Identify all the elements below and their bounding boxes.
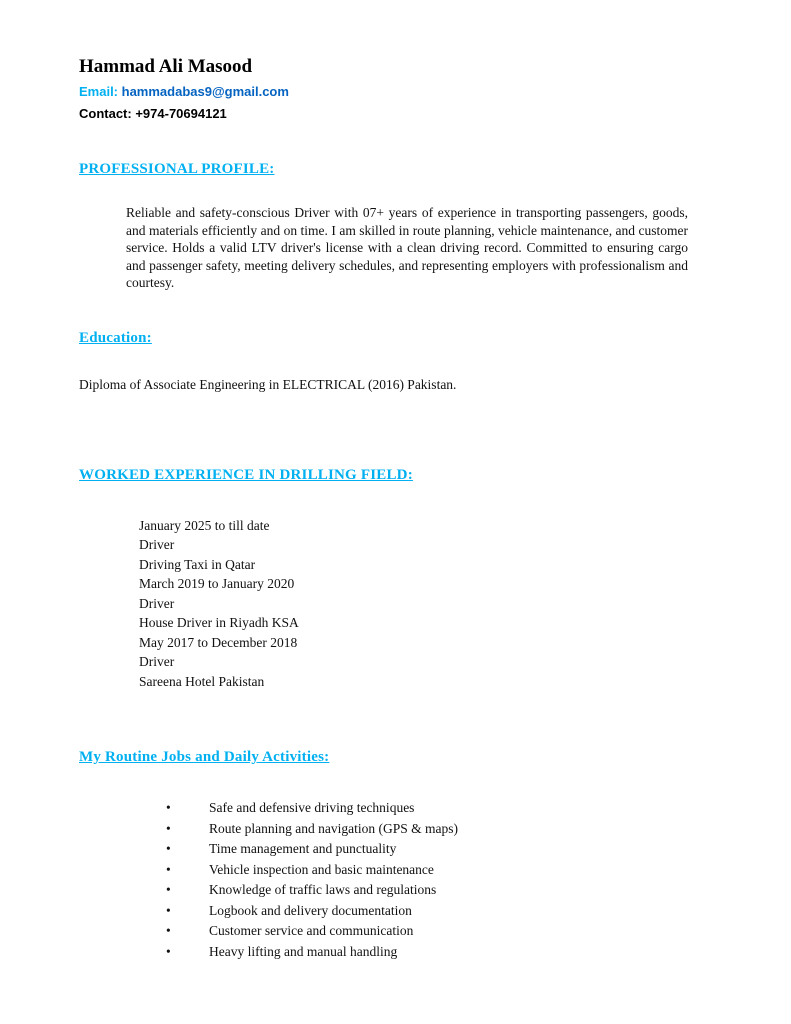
experience-line: May 2017 to December 2018 <box>139 634 298 650</box>
routine-item: • Logbook and delivery documentation <box>79 901 712 922</box>
education-heading: Education: <box>79 329 152 346</box>
experience-heading: WORKED EXPERIENCE IN DRILLING FIELD: <box>79 466 413 483</box>
header <box>79 56 712 121</box>
contact-line: Contact: +974-70694121 <box>79 106 227 121</box>
email-row <box>79 84 712 99</box>
profile-heading: PROFESSIONAL PROFILE: <box>79 161 275 177</box>
experience-line: Driver <box>139 537 175 552</box>
experience-line: House Driver in Riyadh KSA <box>139 615 299 630</box>
routine-item: • Customer service and communication <box>79 921 712 942</box>
routine-item: • Heavy lifting and manual handling <box>79 942 712 963</box>
routine-heading: My Routine Jobs and Daily Activities: <box>79 749 330 765</box>
section-education <box>79 330 712 393</box>
experience-line: March 2019 to January 2020 <box>139 576 295 591</box>
experience-line: Driving Taxi in Qatar <box>139 556 256 572</box>
routine-item: • Knowledge of traffic laws and regulations <box>79 880 712 901</box>
experience-list <box>139 516 712 692</box>
routine-item: • Time management and punctuality <box>79 839 712 860</box>
routine-item: • Route planning and navigation (GPS & maps) <box>79 819 712 840</box>
candidate-name: Hammad Ali Masood <box>79 56 253 77</box>
email-label: Email: <box>79 84 119 99</box>
routine-list <box>79 798 712 962</box>
routine-item: • Vehicle inspection and basic maintenance <box>79 860 712 881</box>
experience-line: Sareena Hotel Pakistan <box>139 673 265 689</box>
section-routine-jobs <box>79 749 712 962</box>
profile-paragraph: Reliable and safety-conscious Driver with 07+ years of experience in transporting passengers, goods, and materials efficiently and on time. I am skilled in route planning, vehicle maintenance, and customer service. Holds a valid LTV driver's license with a clean driving record. Committed to ensuring cargo and passenger safety, meeting delivery schedules, and representing employers with professionalism and courtesy. <box>126 205 688 290</box>
email-link[interactable]: hammadabas9@gmail.com <box>121 84 289 99</box>
experience-line: Driver <box>139 595 175 611</box>
experience-line: Driver <box>139 654 175 669</box>
section-experience <box>79 467 712 692</box>
experience-line: January 2025 to till date <box>139 517 270 533</box>
section-professional-profile <box>79 161 712 292</box>
education-line: Diploma of Associate Engineering in ELECTRICAL (2016) Pakistan. <box>79 376 457 392</box>
routine-item: • Safe and defensive driving techniques <box>79 798 712 819</box>
